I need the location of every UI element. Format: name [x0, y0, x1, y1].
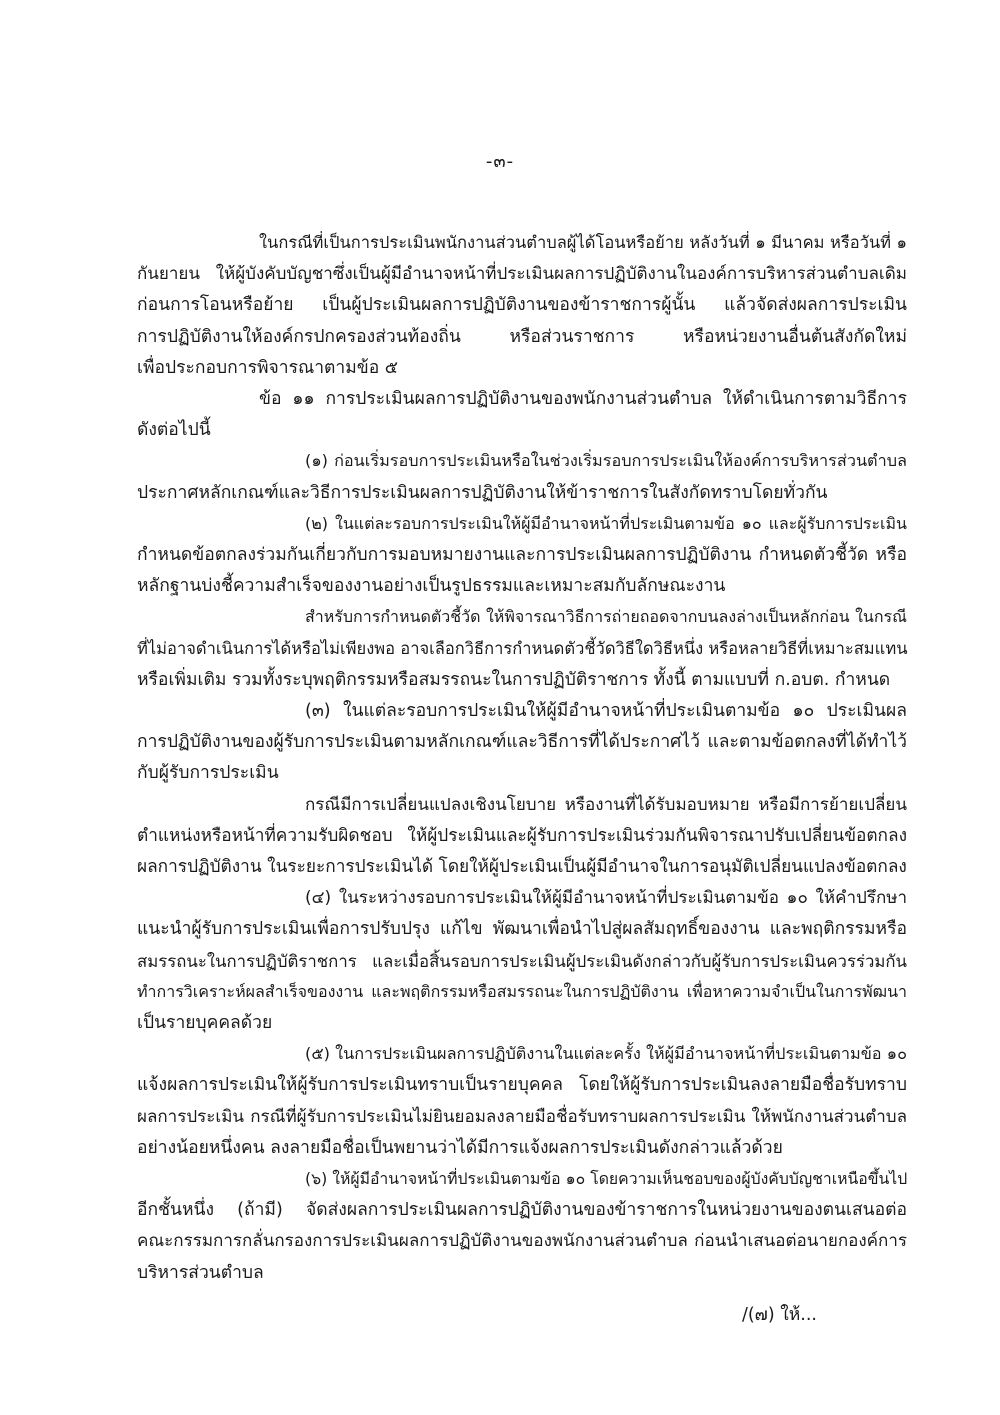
text-line: เพื่อประกอบการพิจารณาตามข้อ ๕ — [137, 357, 399, 378]
text-line: ข้อ ๑๑ การประเมินผลการปฏิบัติงานของพนักงานส่วนตำบล ให้ดำเนินการตามวิธีการ — [259, 389, 907, 409]
text-line: อย่างน้อยหนึ่งคน ลงลายมือชื่อเป็นพยานว่าได้มีการแจ้งผลการประเมินดังกล่าวแล้วด้วย — [137, 1137, 783, 1158]
text-line: กรณีมีการเปลี่ยนแปลงเชิงนโยบาย หรืองานที่ได้รับมอบหมาย หรือมีการย้ายเปลี่ยน — [305, 794, 907, 815]
text-line: (๑) ก่อนเริ่มรอบการประเมินหรือในช่วงเริ่มรอบการประเมินให้องค์การบริหารส่วนตำบล — [305, 451, 907, 471]
text-line: ตำแหน่งหรือหน้าที่ความรับผิดชอบ ให้ผู้ประเมินและผู้รับการประเมินร่วมกันพิจารณาปรับเปลี่ยนข้อตกลง — [137, 825, 907, 846]
text-line: ที่ไม่อาจดำเนินการได้หรือไม่เพียงพอ อาจเลือกวิธีการกำหนดตัวชี้วัดวิธีใดวิธีหนึ่ง หรือหลายวิธีที่เหมาะสมแทน — [137, 638, 908, 658]
text-line: ดังต่อไปนี้ — [137, 420, 211, 441]
text-line: ผลการปฏิบัติงาน ในระยะการประเมินได้ โดยให้ผู้ประเมินเป็นผู้มีอำนาจในการอนุมัติเปลี่ยนแปลงข้อตกลง — [137, 857, 907, 877]
text-line: (๒) ในแต่ละรอบการประเมินให้ผู้มีอำนาจหน้าที่ประเมินตามข้อ ๑๐ และผู้รับการประเมิน — [305, 513, 907, 533]
text-line: บริหารส่วนตำบล — [137, 1262, 264, 1283]
text-line: กันยายน ให้ผู้บังคับบัญชาซึ่งเป็นผู้มีอำนาจหน้าที่ประเมินผลการปฏิบัติงานในองค์การบริหารส่วนตำบลเดิม — [137, 264, 907, 285]
text-line: แจ้งผลการประเมินให้ผู้รับการประเมินทราบเป็นรายบุคคล โดยให้ผู้รับการประเมินลงลายมือชื่อรับทราบ — [137, 1075, 907, 1096]
text-line: (๖) ให้ผู้มีอำนาจหน้าที่ประเมินตามข้อ ๑๐ โดยความเห็นชอบของผู้บังคับบัญชาเหนือขึ้นไป — [305, 1169, 908, 1188]
text-line: หลักฐานบ่งชี้ความสำเร็จของงานอย่างเป็นรูปธรรมและเหมาะสมกับลักษณะงาน — [137, 576, 726, 597]
text-line: การปฏิบัติงานให้องค์กรปกครองส่วนท้องถิ่น หรือส่วนราชการ หรือหน่วยงานอื่นต้นสังกัดใหม่ — [137, 326, 907, 347]
text-line: ก่อนการโอนหรือย้าย เป็นผู้ประเมินผลการปฏิบัติงานของข้าราชการผู้นั้น แล้วจัดส่งผลการประเมิน — [137, 295, 907, 316]
text-line: คณะกรรมการกลั่นกรองการประเมินผลการปฏิบัติงานของพนักงานส่วนตำบล ก่อนนำเสนอต่อนายกองค์การ — [137, 1231, 907, 1252]
text-line: (๓) ในแต่ละรอบการประเมินให้ผู้มีอำนาจหน้าที่ประเมินตามข้อ ๑๐ ประเมินผล — [305, 701, 907, 721]
text-line: กับผู้รับการประเมิน — [137, 763, 279, 784]
page-number: -๓- — [485, 151, 515, 172]
text-line: สำหรับการกำหนดตัวชี้วัด ให้พิจารณาวิธีการถ่ายถอดจากบนลงล่างเป็นหลักก่อน ในกรณี — [305, 607, 907, 627]
text-line: แนะนำผู้รับการประเมินเพื่อการปรับปรุง แก้ไข พัฒนาเพื่อนำไปสู่ผลสัมฤทธิ์ของงาน และพฤติกรรมหรือ — [137, 919, 907, 940]
text-line: กำหนดข้อตกลงร่วมกันเกี่ยวกับการมอบหมายงานและการประเมินผลการปฏิบัติงาน กำหนดตัวชี้วัด หรือ — [137, 545, 907, 565]
text-line: การปฏิบัติงานของผู้รับการประเมินตามหลักเกณฑ์และวิธีการที่ได้ประกาศไว้ และตามข้อตกลงที่ได้ทำไว้ — [137, 732, 907, 753]
text-line: อีกชั้นหนึ่ง (ถ้ามี) จัดส่งผลการประเมินผลการปฏิบัติงานของข้าราชการในหน่วยงานของตนเสนอต่อ — [137, 1200, 907, 1221]
text-line: สมรรถนะในการปฏิบัติราชการ และเมื่อสิ้นรอบการประเมินผู้ประเมินดังกล่าวกับผู้รับการประเมินควรร่วมกัน — [137, 950, 907, 971]
text-line: ทำการวิเคราะห์ผลสำเร็จของงาน และพฤติกรรมหรือสมรรถนะในการปฏิบัติงาน เพื่อหาความจำเป็นในการพัฒนา — [137, 981, 907, 1001]
continuation-note: /(๗) ให้... — [741, 1305, 817, 1325]
text-line: ผลการประเมิน กรณีที่ผู้รับการประเมินไม่ยินยอมลงลายมือชื่อรับทราบผลการประเมิน ให้พนักงานส่วนตำบล — [137, 1106, 907, 1127]
text-line: (๔) ในระหว่างรอบการประเมินให้ผู้มีอำนาจหน้าที่ประเมินตามข้อ ๑๐ ให้คำปรึกษา — [305, 888, 907, 909]
text-line: (๕) ในการประเมินผลการปฏิบัติงานในแต่ละครั้ง ให้ผู้มีอำนาจหน้าที่ประเมินตามข้อ ๑๐ — [305, 1044, 907, 1064]
text-line: ในกรณีที่เป็นการประเมินพนักงานส่วนตำบลผู้ได้โอนหรือย้าย หลังวันที่ ๑ มีนาคม หรือวันที่ ๑ — [259, 233, 907, 252]
text-line: เป็นรายบุคคลด้วย — [137, 1013, 273, 1033]
text-line: หรือเพิ่มเติม รวมทั้งระบุพฤติกรรมหรือสมรรถนะในการปฏิบัติราชการ ทั้งนี้ ตามแบบที่ ก.อบต. กำหนด — [137, 669, 891, 690]
text-line: ประกาศหลักเกณฑ์และวิธีการประเมินผลการปฏิบัติงานให้ข้าราชการในสังกัดทราบโดยทั่วกัน — [137, 482, 828, 503]
